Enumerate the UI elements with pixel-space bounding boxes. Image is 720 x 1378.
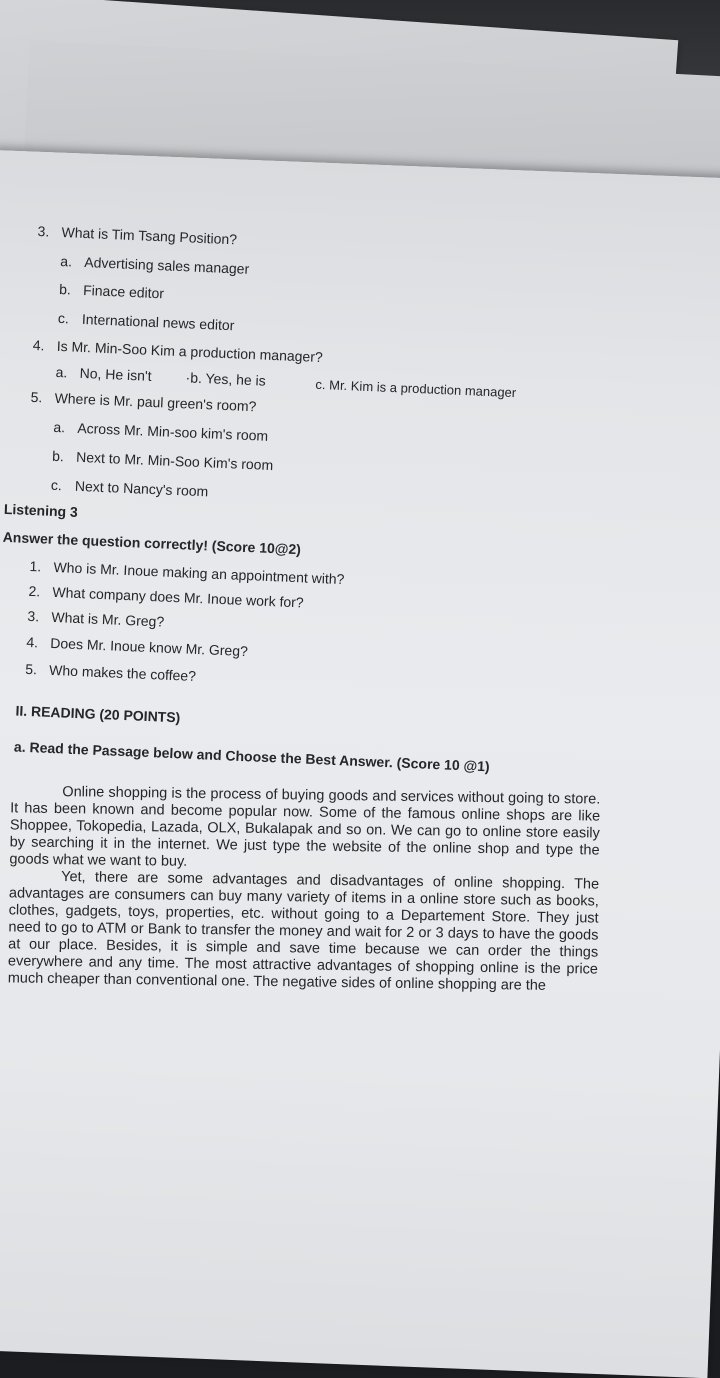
- question-text: Is Mr. Min-Soo Kim a production manager?: [56, 337, 324, 366]
- option-4c: c. Mr. Kim is a production manager: [315, 376, 517, 401]
- reading-instruction: a. Read the Passage below and Choose the Best Answer. (Score 10 @1): [13, 738, 490, 775]
- listening-instruction: Answer the question correctly! (Score 10@2): [2, 528, 302, 558]
- question-text: What is Tim Tsang Position?: [61, 224, 238, 248]
- listening-question-5: 5. Who makes the coffee?: [24, 660, 197, 685]
- option-3c: c. International news editor: [57, 309, 235, 334]
- option-4b: ·b. Yes, he is: [185, 369, 267, 389]
- reading-heading: II. READING (20 POINTS): [15, 702, 181, 726]
- option-4a: a. No, He isn't: [55, 363, 152, 384]
- question-number: 5.: [30, 388, 43, 406]
- listening-question-3: 3. What is Mr. Greg?: [27, 607, 165, 630]
- question-text: Where is Mr. paul green's room?: [54, 389, 257, 415]
- option-5c: c. Next to Nancy's room: [50, 476, 209, 500]
- question-number: 3.: [37, 222, 50, 240]
- listening-question-4: 4. Does Mr. Inoue know Mr. Greg?: [26, 633, 249, 660]
- option-5b: b. Next to Mr. Min-Soo Kim's room: [51, 447, 274, 474]
- question-number: 4.: [32, 336, 45, 354]
- passage-paragraph-1: Online shopping is the process of buying goods and services without going to store. It has been known and become popular now. Some of the famous online shops are like Shoppee, Tokopedia, Lazada, OLX, Bukalapak and so on. We can go to online store easily by searching it in the internet. We just type the website of the online shop and type the goods what we want to buy.: [9, 784, 601, 870]
- option-3b: b. Finace editor: [58, 280, 165, 302]
- option-3a: a. Advertising sales manager: [60, 252, 250, 277]
- passage-paragraph-2: Yet, there are some advantages and disadvantages of online shopping. The advantages are consumers can buy many variety of items in a online store such as books, clothes, gadgets, toys, properties, etc. without going to a Departement Store. They just need to go to ATM or Bank to transfer the money and wait for 2 or 3 days to have the goods at our place. Besides, it is simple and save time because we can order the things everywhere and any time. The most attractive advantages of shopping online is the price much cheaper than conventional one. The negative sides of online shopping are the: [7, 869, 600, 994]
- listening-question-1: 1. Who is Mr. Inoue making an appointment with?: [29, 557, 345, 588]
- reading-passage: [8, 783, 601, 995]
- listening-heading: Listening 3: [3, 500, 79, 520]
- option-5a: a. Across Mr. Min-soo kim's room: [53, 418, 269, 444]
- listening-question-2: 2. What company does Mr. Inoue work for?: [28, 582, 304, 611]
